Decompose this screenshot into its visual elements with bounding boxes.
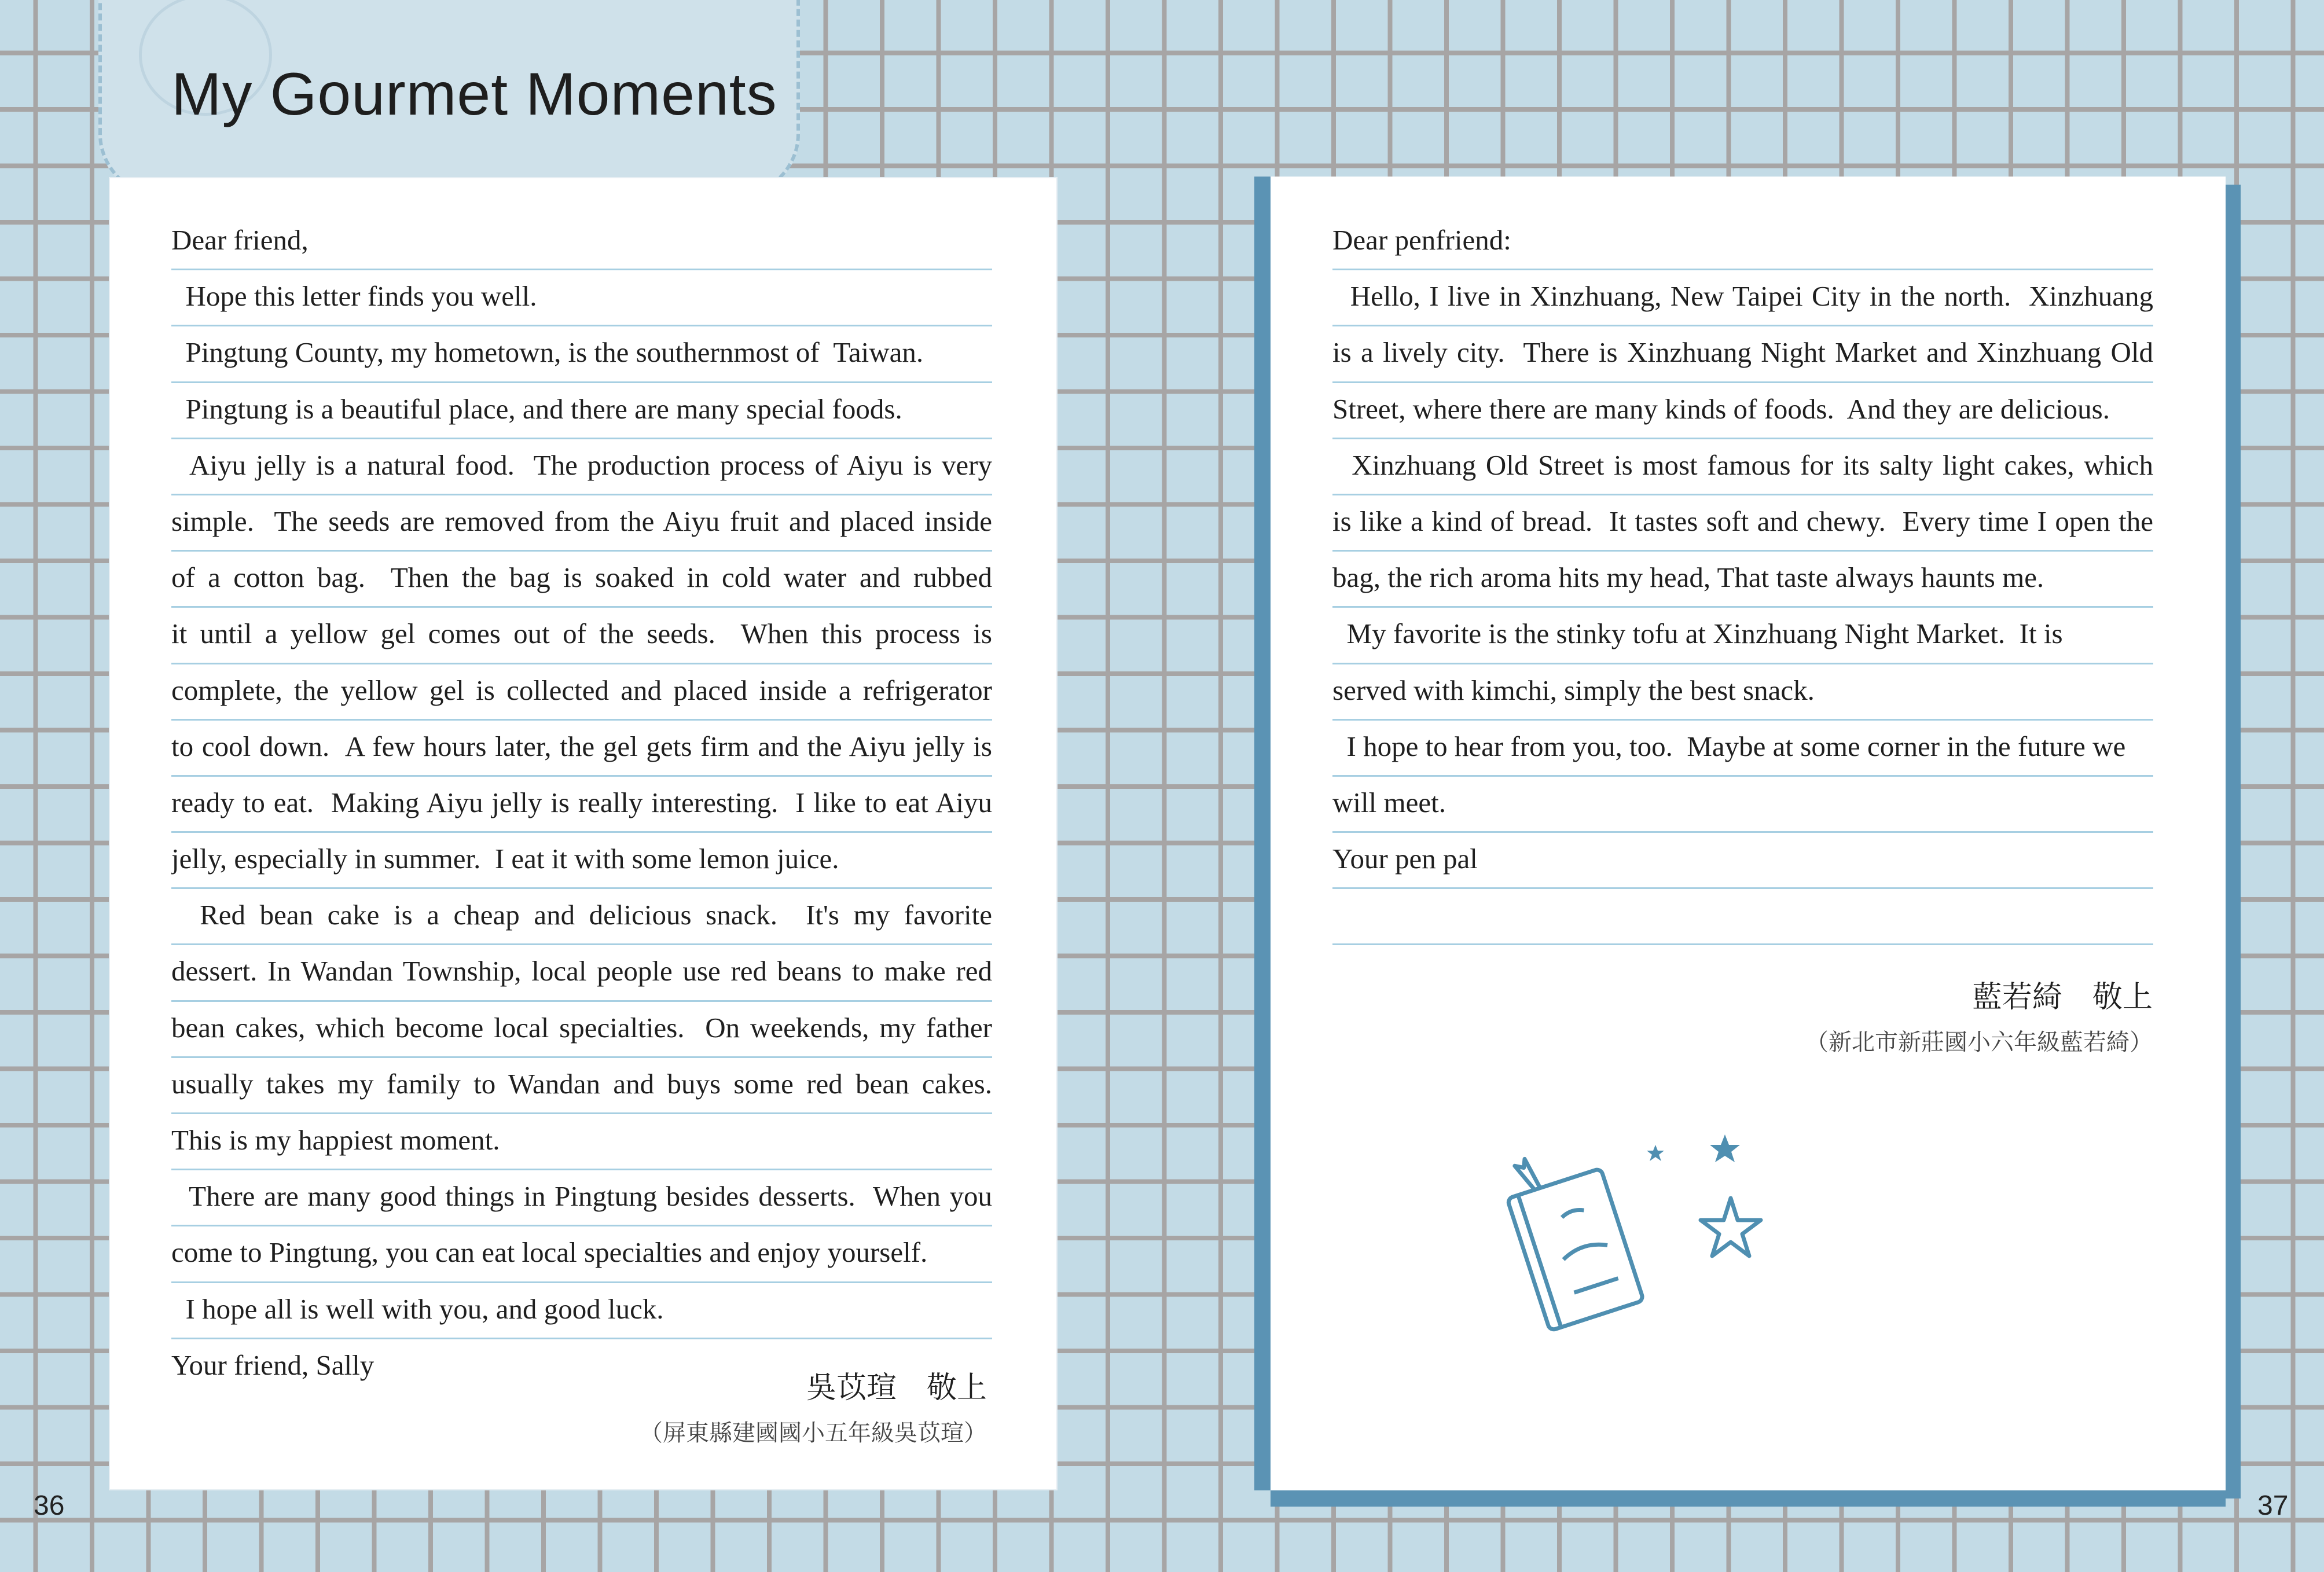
letter-line: Xinzhuang Old Street is most famous for its salty light cakes, which (1332, 439, 2153, 495)
book-doodle-icon (1505, 1117, 1783, 1360)
signature-info: （屏東縣建國國小五年級吳苡瑄） (640, 1420, 987, 1446)
letter-line: Hello, I live in Xinzhuang, New Taipei City in the north. Xinzhuang (1332, 270, 2153, 326)
letter-line: This is my happiest moment. (171, 1114, 992, 1170)
letter-line: Aiyu jelly is a natural food. The production process of Aiyu is very (171, 439, 992, 495)
star-icon (1647, 1134, 1740, 1162)
letter-line: My favorite is the stinky tofu at Xinzhuang Night Market. It is (1332, 608, 2153, 664)
letter-line: Your pen pal (1332, 833, 2153, 889)
page-title: My Gourmet Moments (171, 61, 777, 128)
right-letter-signature (1690, 972, 2153, 1057)
right-letter-body (1332, 214, 2153, 945)
signature-info: （新北市新莊國小六年級藍若綺） (1805, 1029, 2153, 1056)
letter-line: it until a yellow gel comes out of the seeds. When this process is (171, 608, 992, 664)
letter-line: to cool down. A few hours later, the gel gets firm and the Aiyu jelly is (171, 721, 992, 777)
letter-line: jelly, especially in summer. I eat it with some lemon juice. (171, 833, 992, 889)
letter-line: Dear friend, (171, 214, 992, 270)
letter-line (1332, 889, 2153, 945)
left-letter-signature (524, 1363, 987, 1448)
letter-line: is a lively city. There is Xinzhuang Night Market and Xinzhuang Old (1332, 326, 2153, 383)
letter-line: served with kimchi, simply the best snack. (1332, 664, 2153, 721)
letter-line: complete, the yellow gel is collected and placed inside a refrigerator (171, 664, 992, 721)
page-number-left: 36 (34, 1490, 65, 1521)
letter-line: Dear penfriend: (1332, 214, 2153, 270)
letter-line: I hope to hear from you, too. Maybe at some corner in the future we (1332, 721, 2153, 777)
page-number-right: 37 (2257, 1490, 2289, 1521)
letter-line: bean cakes, which become local specialties. On weekends, my father (171, 1002, 992, 1058)
letter-line: simple. The seeds are removed from the Aiyu fruit and placed inside (171, 495, 992, 552)
letter-line: come to Pingtung, you can eat local specialties and enjoy yourself. (171, 1226, 992, 1283)
letter-line: of a cotton bag. Then the bag is soaked in cold water and rubbed (171, 552, 992, 608)
letter-line: Pingtung County, my hometown, is the southernmost of Taiwan. (171, 326, 992, 383)
letter-line: There are many good things in Pingtung besides desserts. When you (171, 1170, 992, 1226)
letter-line: bag, the rich aroma hits my head, That taste always haunts me. (1332, 552, 2153, 608)
letter-line: I hope all is well with you, and good luck. (171, 1283, 992, 1339)
signature-name: 吳苡瑄 敬上 (806, 1371, 987, 1405)
letter-line: Your friend, Sally (171, 1349, 375, 1381)
star-icon (1701, 1198, 1761, 1256)
letter-line: Red bean cake is a cheap and delicious snack. It's my favorite (171, 889, 992, 945)
letter-line: Pingtung is a beautiful place, and there are many special foods. (171, 383, 992, 439)
letter-line: Street, where there are many kinds of foods. And they are delicious. (1332, 383, 2153, 439)
letter-line: dessert. In Wandan Township, local people use red beans to make red (171, 945, 992, 1001)
letter-line: will meet. (1332, 777, 2153, 833)
letter-line: Hope this letter finds you well. (171, 270, 992, 326)
left-letter-body (171, 214, 992, 1395)
letter-line: ready to eat. Making Aiyu jelly is really interesting. I like to eat Aiyu (171, 777, 992, 833)
signature-name: 藍若綺 敬上 (1971, 980, 2153, 1015)
letter-line: usually takes my family to Wandan and buys some red bean cakes. (171, 1058, 992, 1114)
letter-line: is like a kind of bread. It tastes soft and chewy. Every time I open the (1332, 495, 2153, 552)
